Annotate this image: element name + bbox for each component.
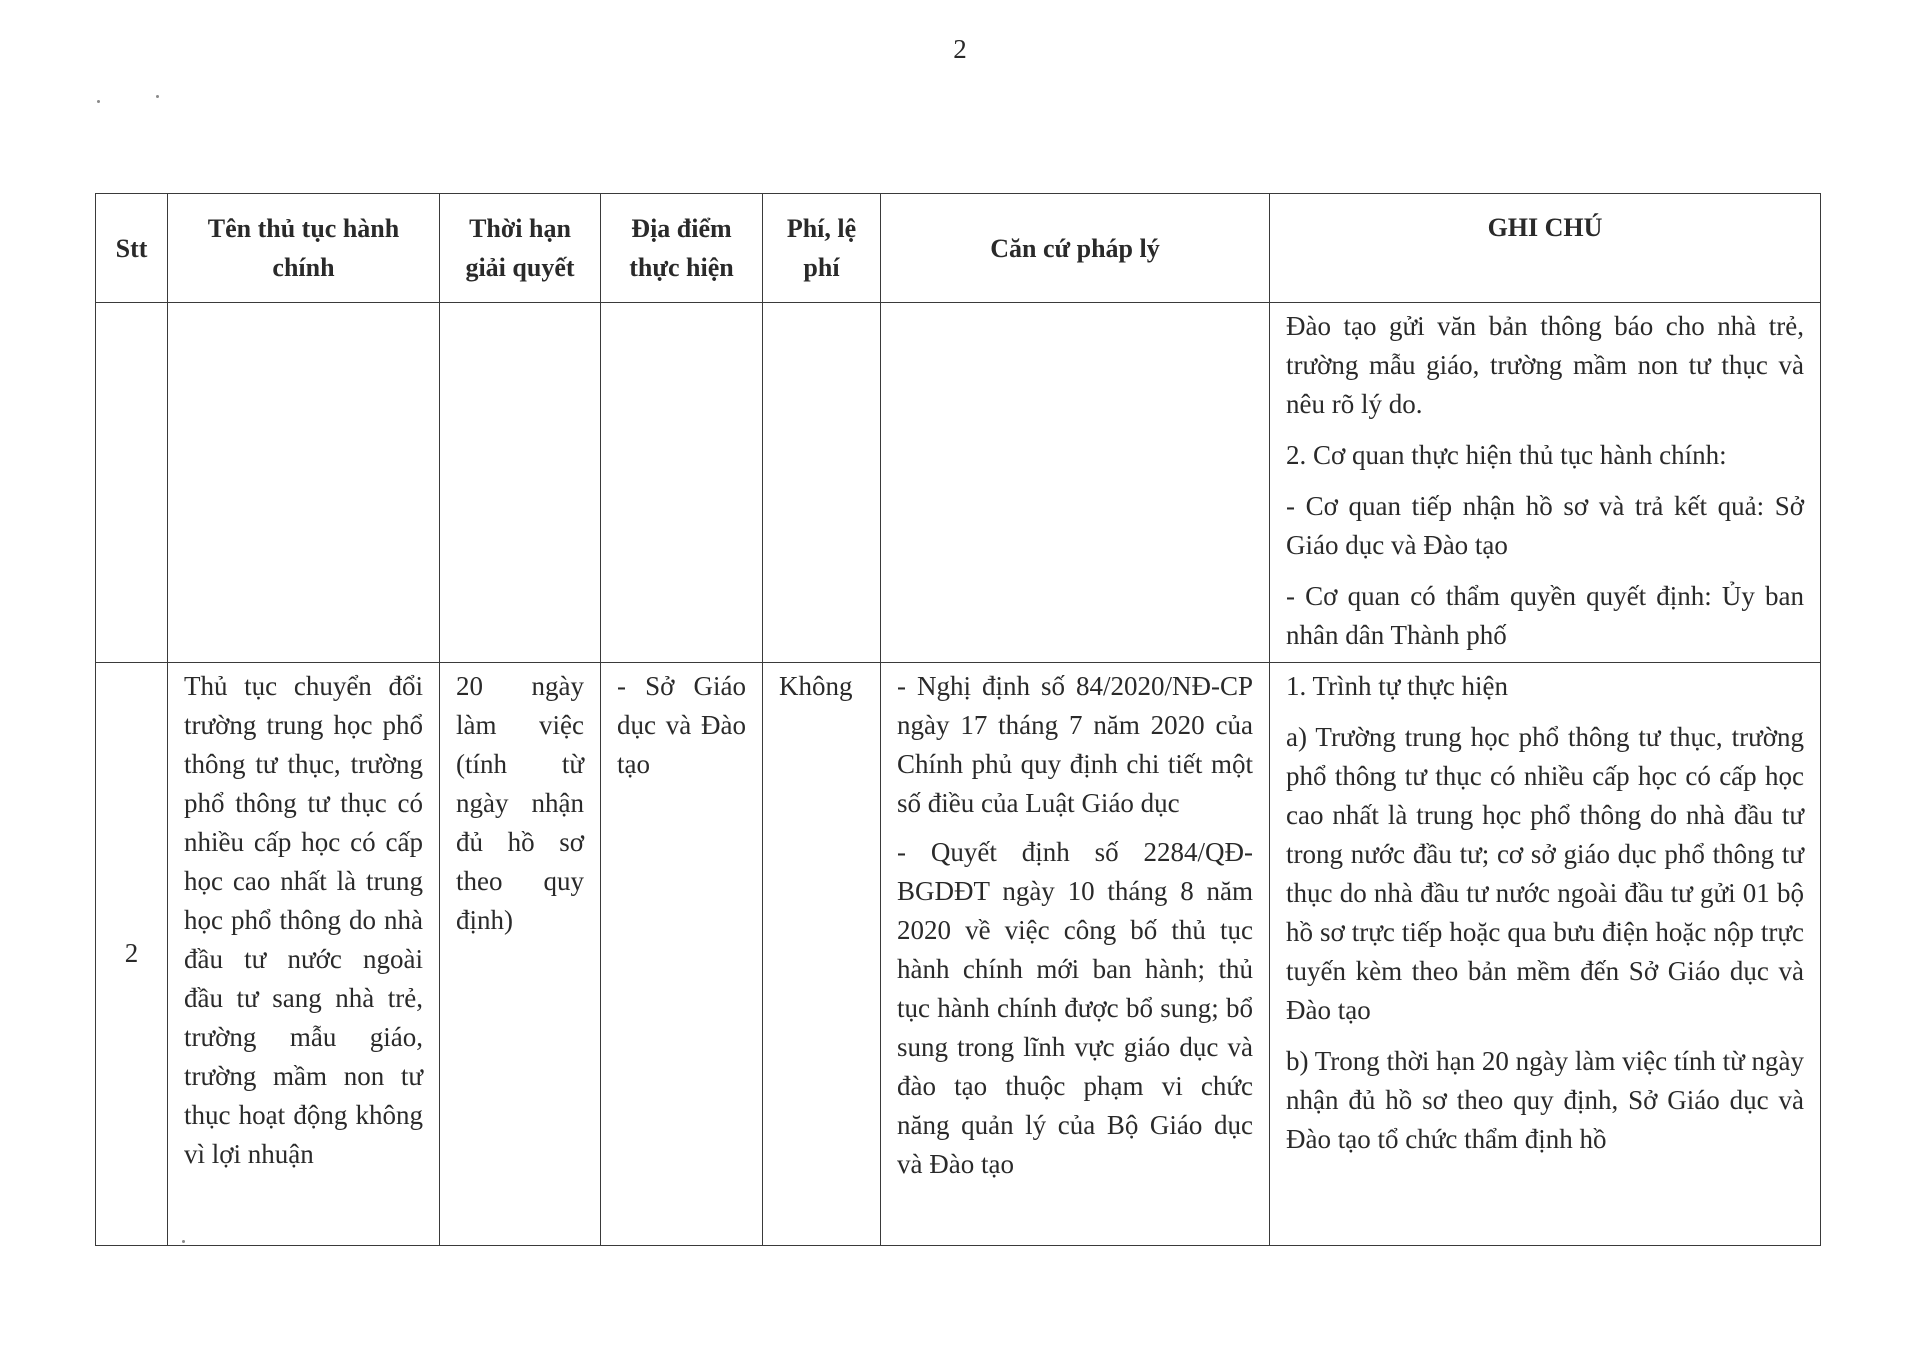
cell-location	[601, 303, 763, 663]
header-fees: Phí, lệ phí	[763, 194, 881, 303]
note-paragraph: b) Trong thời hạn 20 ngày làm việc tính từ ngày nhận đủ hồ sơ theo quy định, Sở Giáo dục và Đào tạo tổ chức thẩm định hồ	[1286, 1046, 1804, 1154]
cell-stt	[96, 303, 168, 663]
cell-notes	[1270, 663, 1821, 1246]
note-paragraph: - Cơ quan có thẩm quyền quyết định: Ủy ban nhân dân Thành phố	[1286, 581, 1804, 650]
procedure-table	[95, 193, 1821, 1246]
table-header-row	[96, 194, 1821, 303]
note-paragraph: - Cơ quan tiếp nhận hồ sơ và trả kết quả: Sở Giáo dục và Đào tạo	[1286, 491, 1804, 560]
cell-fees	[763, 303, 881, 663]
cell-procedure-name	[168, 303, 440, 663]
cell-notes	[1270, 303, 1821, 663]
header-processing-time: Thời hạn giải quyết	[440, 194, 601, 303]
table-row	[96, 663, 1821, 1246]
note-paragraph: 1. Trình tự thực hiện	[1286, 671, 1509, 701]
header-location: Địa điểm thực hiện	[601, 194, 763, 303]
table-row	[96, 303, 1821, 663]
note-paragraph: a) Trường trung học phổ thông tư thục, trường phổ thông tư thục có nhiều cấp học có cấp học cao nhất là trung học phổ thông do nhà đầu tư trong nước đầu tư; cơ sở giáo dục phổ thông tư thục do nhà đầu tư nước ngoài đầu tư gửi 01 bộ hồ sơ trực tiếp hoặc qua bưu điện hoặc nộp trực tuyến kèm theo bản mềm đến Sở Giáo dục và Đào tạo	[1286, 722, 1804, 1025]
cell-legal-basis	[881, 303, 1270, 663]
scan-speck	[156, 95, 159, 98]
note-paragraph: Đào tạo gửi văn bản thông báo cho nhà trẻ, trường mẫu giáo, trường mầm non tư thục và nêu rõ lý do.	[1286, 311, 1804, 419]
scan-speck	[97, 100, 100, 103]
cell-fees: Không	[763, 663, 881, 1246]
cell-processing-time: 20 ngày làm việc (tính từ ngày nhận đủ hồ sơ theo quy định)	[440, 663, 601, 1246]
cell-stt: 2	[96, 663, 168, 1246]
legal-basis-item: - Quyết định số 2284/QĐ-BGDĐT ngày 10 tháng 8 năm 2020 về việc công bố thủ tục hành chính mới ban hành; thủ tục hành chính được bổ sung; bổ sung trong lĩnh vực giáo dục và đào tạo thuộc phạm vi chức năng quản lý của Bộ Giáo dục và Đào tạo	[897, 837, 1253, 1179]
legal-basis-item: - Nghị định số 84/2020/NĐ-CP ngày 17 tháng 7 năm 2020 của Chính phủ quy định chi tiết một số điều của Luật Giáo dục	[897, 671, 1253, 818]
page-number: 2	[953, 34, 967, 64]
cell-processing-time	[440, 303, 601, 663]
header-stt: Stt	[96, 194, 168, 303]
cell-location: - Sở Giáo dục và Đào tạo	[601, 663, 763, 1246]
cell-procedure-name: Thủ tục chuyển đổi trường trung học phổ thông tư thục, trường phổ thông tư thục có nhiều cấp học có cấp học cao nhất là trung học phổ thông do nhà đầu tư nước ngoài đầu tư sang nhà trẻ, trường mẫu giáo, trường mầm non tư thục hoạt động không vì lợi nhuận	[168, 663, 440, 1246]
note-paragraph: 2. Cơ quan thực hiện thủ tục hành chính:	[1286, 440, 1727, 470]
header-procedure-name: Tên thủ tục hành chính	[168, 194, 440, 303]
header-notes: GHI CHÚ	[1270, 194, 1821, 303]
header-legal-basis: Căn cứ pháp lý	[881, 194, 1270, 303]
cell-legal-basis	[881, 663, 1270, 1246]
